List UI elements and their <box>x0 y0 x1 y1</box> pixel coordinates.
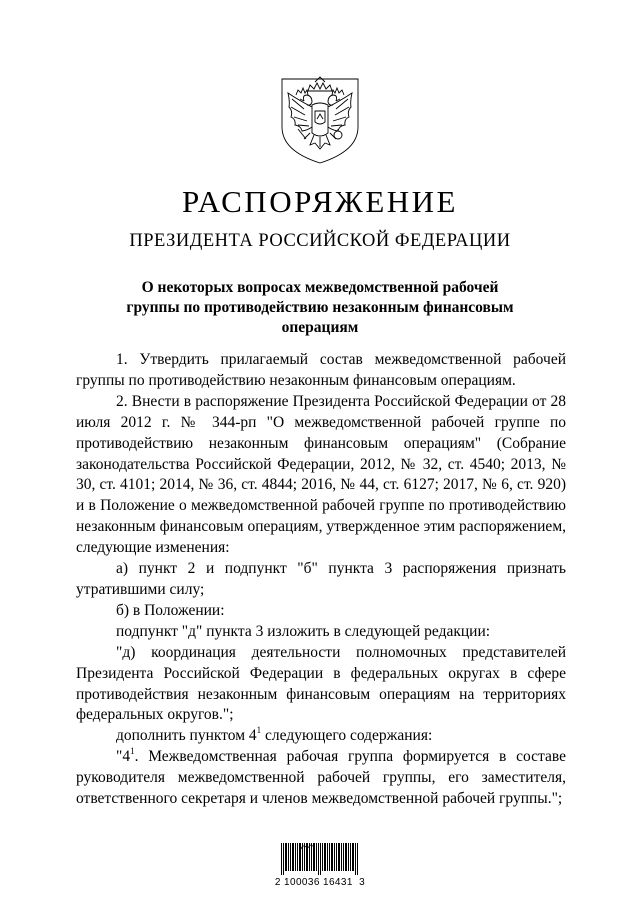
paragraph-point-4-1: "$4^1$. Межведомственная рабочая группа формируется в составе руководителя межведомственной рабочей группы, его заместителя, ответственного секретаря и членов межведомственной рабочей группы."; <box>76 746 566 808</box>
paragraph-1: 1. Утвердить прилагаемый состав межведомственной рабочей группы по противодействию незаконным финансовым операциям. <box>76 351 566 389</box>
paragraph-subpoint-d-intro: подпункт "д" пункта 3 изложить в следующей редакции: <box>116 622 491 640</box>
title-line: О некоторых вопросах межведомственной рабочей <box>141 279 499 296</box>
title-line: операциям <box>281 319 359 336</box>
russian-coat-of-arms-icon <box>274 75 366 165</box>
document-title <box>100 278 540 338</box>
document-body <box>76 350 566 810</box>
document-footer <box>274 834 366 894</box>
barcode-icon <box>280 843 360 875</box>
barcode-number: 2 100036 16431 3 <box>274 877 366 888</box>
title-line: группы по противодействию незаконным финансовым <box>126 299 514 316</box>
document-issuer: ПРЕЗИДЕНТА РОССИЙСКОЙ ФЕДЕРАЦИИ <box>129 231 511 251</box>
paragraph-addition: дополнить пунктом $4^1$ следующего содержания: <box>116 725 433 745</box>
paragraph-2b: б) в Положении: <box>116 601 225 619</box>
paragraph-2a: а) пункт 2 и подпункт "б" пункта 3 распоряжения признать утратившими силу; <box>76 560 566 598</box>
paragraph-2: 2. Внести в распоряжение Президента Российской Федерации от 28 июля 2012 г. № 344-рп "О межведомственной рабочей группе по противодействию незаконным финансовым операциям" (Собрание законодательства Российской Федерации, 2012, № 32, ст. 4540; 2013, № 30, ст. 4101; 2014, № 36, ст. 4844; 2016, № 44, ст. 6127; 2017, № 6, ст. 920) и в Положение о межведомственной рабочей группе по противодействию незаконным финансовым операциям, утвержденное этим распоряжением, следующие изменения: <box>76 392 566 557</box>
paragraph-subpoint-d-text: "д) координация деятельности полномочных представителей Президента Российской Федерации в федеральных округах в сфере противодействия незаконным финансовым операциям на территориях федеральных округов."; <box>76 643 566 724</box>
document-type: РАСПОРЯЖЕНИЕ <box>182 184 458 219</box>
